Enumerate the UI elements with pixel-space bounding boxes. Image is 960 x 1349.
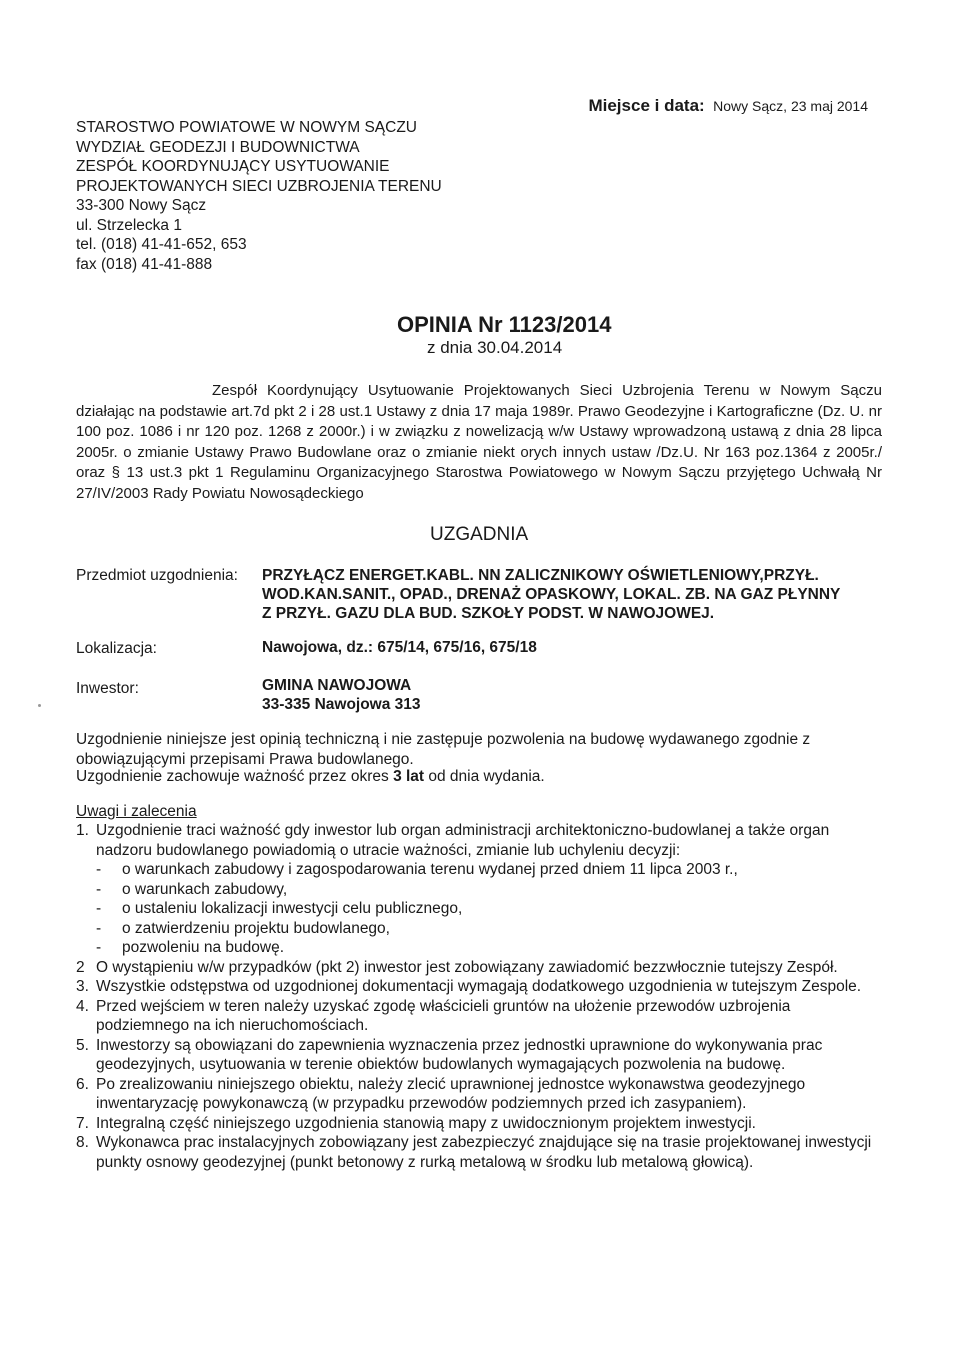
subject-label: Przedmiot uzgodnienia: <box>76 567 238 584</box>
place-date <box>588 96 868 116</box>
bullet-text: o ustaleniu lokalizacji inwestycji celu publicznego, <box>122 900 463 917</box>
scan-dot <box>38 704 41 707</box>
list-item-number: 7. <box>76 1114 89 1132</box>
investor-line: GMINA NAWOJOWA <box>262 677 412 694</box>
place-date-value: Nowy Sącz, 23 maj 2014 <box>713 98 868 114</box>
decision-heading: UZGADNIA <box>430 524 529 545</box>
bullet-dash: - <box>96 861 102 878</box>
list-item-number: 1. <box>76 822 89 839</box>
list-item-text: O wystąpieniu w/w przypadków (pkt 2) inwestor jest zobowiązany zawiadomić bezzwłocznie tutejszy Zespół. <box>96 958 838 976</box>
list-item <box>76 821 876 860</box>
office-line: fax (018) 41-41-888 <box>76 255 213 273</box>
office-line: ul. Strzelecka 1 <box>76 216 182 234</box>
bullet-dash: - <box>96 939 102 956</box>
list-item-number: 8. <box>76 1134 89 1151</box>
list-item-number: 2 <box>76 958 85 976</box>
office-line: ZESPÓŁ KOORDYNUJĄCY USYTUOWANIE <box>76 158 390 175</box>
validity-period-prefix: Uzgodnienie zachowuje ważność przez okres <box>76 768 394 785</box>
list-item-text: Wykonawca prac instalacyjnych zobowiązany jest zabezpieczyć znajdujące się na trasie projektowanej inwestycji punkty osnowy geodezyjnej (punkt betonowy z rurką metalową w środku lub metalową głowicą). <box>96 1134 872 1171</box>
subject-line: Z PRZYŁ. GAZU DLA BUD. SZKOŁY PODST. W NAWOJOWEJ. <box>262 605 715 622</box>
validity-period-duration: 3 lat <box>393 768 425 785</box>
validity-period <box>76 767 866 787</box>
list-item-number: 5. <box>76 1036 89 1054</box>
investor-line: 33-335 Nawojowa 313 <box>262 696 421 713</box>
investor-label: Inwestor: <box>76 680 139 697</box>
subject-line: WOD.KAN.SANIT., OPAD., DRENAŻ OPASKOWY, LOKAL. ZB. NA GAZ PŁYNNY <box>262 586 841 603</box>
location-value: Nawojowa, dz.: 675/14, 675/16, 675/18 <box>262 639 537 656</box>
list-item-number: 6. <box>76 1075 89 1093</box>
list-item <box>76 958 876 978</box>
list-item-number: 3. <box>76 978 89 995</box>
document-title: OPINIA Nr 1123/2014 <box>397 312 612 337</box>
location-label: Lokalizacja: <box>76 640 157 657</box>
bullet-item <box>76 938 876 958</box>
list-item-text: Wszystkie odstępstwa od uzgodnionej dokumentacji wymagają dodatkowego uzgodnienia w tutejszym Zespole. <box>96 978 862 995</box>
bullet-item <box>76 880 876 900</box>
validity-paragraph: Uzgodnienie niniejsze jest opinią techniczną i nie zastępuje pozwolenia na budowę wydawanego zgodnie z obowiązującymi przepisami Prawa budowlanego. <box>76 731 811 768</box>
office-line: STAROSTWO POWIATOWE W NOWYM SĄCZU <box>76 119 417 136</box>
office-address-block <box>76 118 442 274</box>
list-item <box>76 1075 876 1114</box>
list-item <box>76 977 876 997</box>
bullet-text: o zatwierdzeniu projektu budowlanego, <box>122 919 390 937</box>
list-item <box>76 1036 876 1075</box>
place-date-label: Miejsce i data: <box>588 96 705 115</box>
office-line: WYDZIAŁ GEODEZJI I BUDOWNICTWA <box>76 138 360 156</box>
bullet-text: o warunkach zabudowy i zagospodarowania terenu wydanej przed dniem 11 lipca 2003 r., <box>122 861 738 878</box>
bullet-item <box>76 860 876 880</box>
bullet-text: o warunkach zabudowy, <box>122 880 288 898</box>
list-item-number: 4. <box>76 997 89 1015</box>
list-item-text: Przed wejściem w teren należy uzyskać zgodę właścicieli gruntów na ułożenie przewodów uzbrojenia podziemnego na ich nieruchomościach. <box>96 997 791 1034</box>
list-item-text: Uzgodnienie traci ważność gdy inwestor lub organ administracji architektoniczno-budowlanej a także organ nadzoru budowlanego powiadomią o utracie ważności, zmianie lub uchyleniu decyzji: <box>96 822 830 859</box>
bullet-dash: - <box>96 919 102 937</box>
bullet-dash: - <box>96 900 102 917</box>
list-item <box>76 1114 876 1134</box>
intro-paragraph: Zespół Koordynujący Usytuowanie Projektowanych Sieci Uzbrojenia Terenu w Nowym Sączu działając na podstawie art.7d pkt 2 i 28 ust.1 Ustawy z dnia 17 maja 1989r. Prawo Geodezyjne i Kartograficzne (Dz. U. nr 100 poz. 1086 i nr 120 poz. 1268 z 2000r.) i w związku z nowelizacją w/w Ustawy wprowadzoną ustawą z dnia 28 lipca 2005r. o zmianie Ustawy Prawo Budowlane oraz o zmianie niekt orych innych ustaw /Dz.U. Nr 163 poz.1364 z 2005r./ oraz § 13 ust.3 pkt 1 Regulaminu Organizacyjnego Starostwa Powiatowego w Nowym Sączu przyjętego Uchwałą Nr 27/IV/2003 Rady Powiatu Nowosądeckiego <box>76 382 882 502</box>
list-item-text: Integralną część niniejszego uzgodnienia stanowią mapy z uwidocznionym projektem inwestycji. <box>96 1114 756 1132</box>
list-item <box>76 997 876 1036</box>
investor-value <box>262 676 421 714</box>
list-item-text: Inwestorzy są obowiązani do zapewnienia wyznaczenia przez jednostki uprawnione do wykonywania prac geodezyjnych, usytuowania w terenie obiektów budowlanych wymagających pozwolenia na budowę. <box>96 1036 823 1073</box>
list-item-text: Po zrealizowaniu niniejszego obiektu, należy zlecić uprawnionej jednostce wykonawstwa geodezyjnego inwentaryzację powykonawczą (w przypadku przewodów podziemnych przed ich zasypaniem). <box>96 1075 806 1112</box>
remarks-title: Uwagi i zalecenia <box>76 803 197 820</box>
bullet-dash: - <box>96 880 102 898</box>
bullet-item <box>76 919 876 939</box>
document-date: z dnia 30.04.2014 <box>427 338 563 357</box>
office-line: 33-300 Nowy Sącz <box>76 197 207 214</box>
list-item <box>76 1133 876 1172</box>
validity-period-suffix: od dnia wydania. <box>424 768 545 785</box>
bullet-text: pozwoleniu na budowę. <box>122 939 285 956</box>
bullet-item <box>76 899 876 919</box>
remarks-list <box>76 821 876 1172</box>
office-line: PROJEKTOWANYCH SIECI UZBROJENIA TERENU <box>76 177 442 195</box>
subject-value <box>262 566 840 623</box>
office-line: tel. (018) 41-41-652, 653 <box>76 236 247 253</box>
subject-line: PRZYŁĄCZ ENERGET.KABL. NN ZALICZNIKOWY OŚWIETLENIOWY,PRZYŁ. <box>262 567 819 584</box>
